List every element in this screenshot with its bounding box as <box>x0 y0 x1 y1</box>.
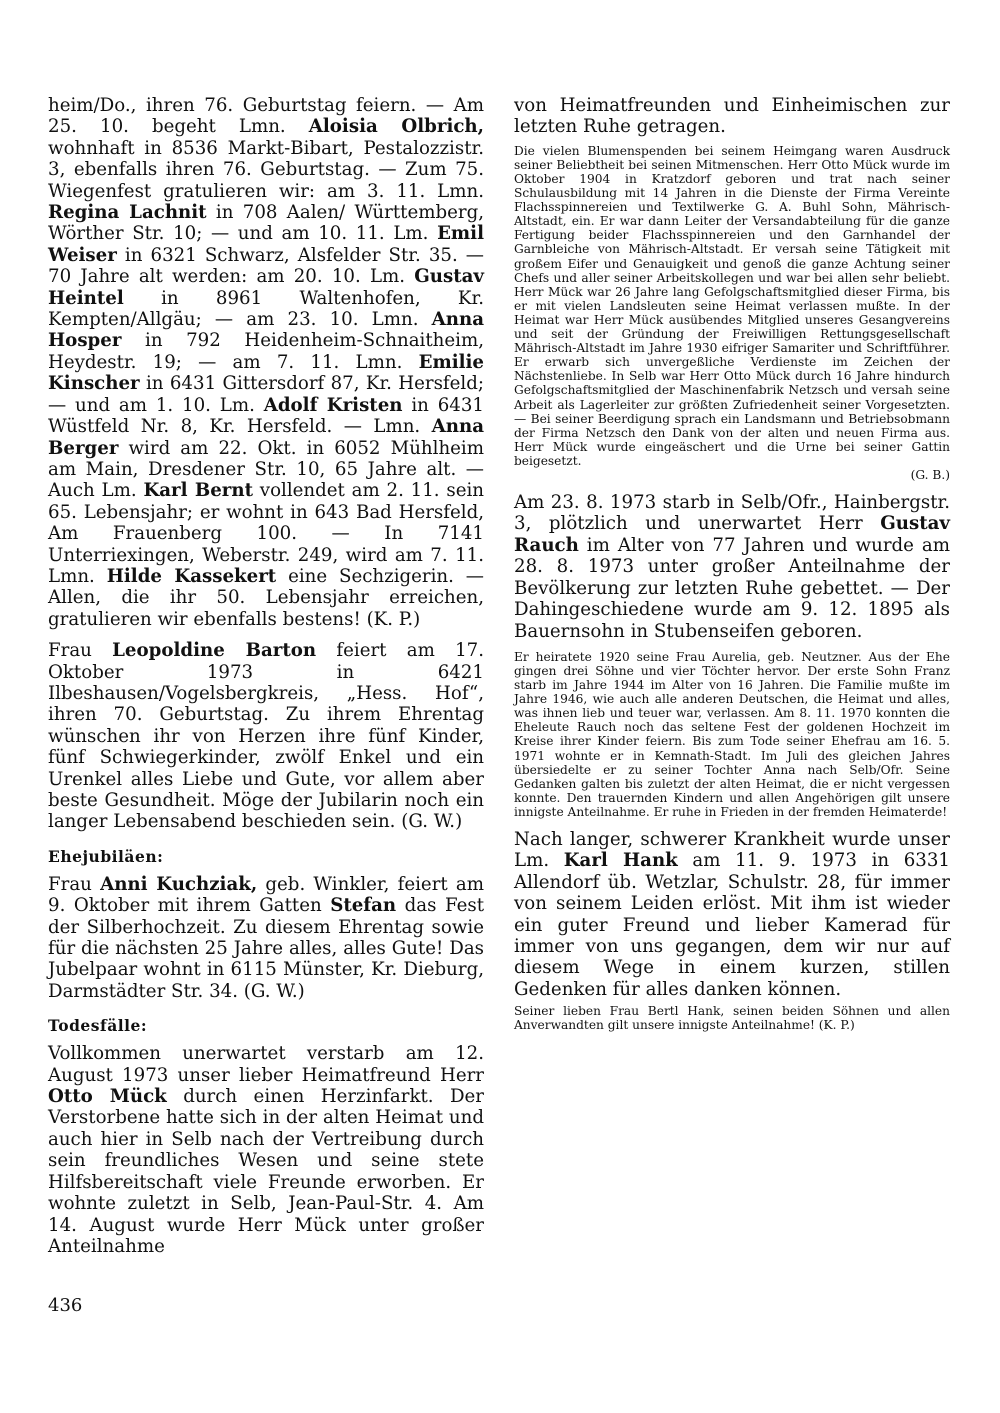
page-number: 436 <box>48 1295 83 1316</box>
text-run: Er heiratete 1920 seine Frau Aurelia, geb. Neutzner. Aus der Ehe gingen drei Söhne und vier Töchter hervor. Der erste Sohn Franz starb im Jahre 1944 im Alter von 16 Jahren. Die Familie mußte im Jahre 1946, wie auch alle anderen Deutschen, die Heimat und alles, was ihnen lieb und teuer war, verlassen. Am 8. 11. 1970 konnten die Eheleute Rauch noch das seltene Fest der goldenen Hochzeit im Kreise ihrer Kinder feiern. Bis zum Tode seiner Ehefrau am 16. 5. 1971 wohnte er in Kemnath-Stadt. Im Juli des gleichen Jahres übersiedelte er zu seiner Tochter Anna nach Selb/Ofr. Seine Gedanken galten bis zuletzt der alten Heimat, die er nicht vergessen konnte. Den trauernden Kindern und allen Angehörigen gilt unsere innigste Anteilnahme. Er ruhe in Frieden in der fremden Heimaterde! <box>514 649 950 819</box>
text-run: wird am 22. Okt. in 6052 Mühlheim am Main, Dresdener Str. 10, 65 Jahre alt. — Auch Lm. <box>48 437 484 502</box>
name-highlight: Anni Kuchziak, <box>100 873 258 895</box>
name-highlight: Karl Bernt <box>143 480 254 502</box>
text-run: am 11. 9. 1973 in 6331 Allendorf üb. Wetzlar, Schulstr. 28, für immer von seinem Leiden erlöst. Mit ihm ist wieder ein guter Freund und lieber Kamerad für immer von uns gegangen, dem wir nur auf diesem Wege in einem kurzen, stillen Gedenken für alles danken können. <box>514 850 951 1000</box>
text-run: Vollkommen unerwartet verstarb am 12. August 1973 unser lieber Heimatfreund Herr <box>48 1043 484 1086</box>
hank-obituary-details <box>514 1004 950 1032</box>
text-run: Nach langer, schwerer Krankheit wurde unser Lm. <box>514 829 950 872</box>
text-run: durch einen Herzinfarkt. Der Verstorbene hatte sich in der alten Heimat und auch hier in Selb nach der Vertreibung durch sein freundliches Wesen und seine stete Hilfsbereitschaft viele Freunde erworben. Er wohnte zuletzt in Selb, Jean-Paul-Str. 4. Am 14. August wurde Herr Mück unter großer Anteilnahme <box>48 1086 485 1257</box>
name-highlight: Adolf Kristen <box>263 394 403 416</box>
text-run: wohnhaft in 8536 Markt-Bibart, Pestalozzistr. 3, ebenfalls ihren 76. Geburtstag. — Zum 75. Wiegenfest gratulieren wir: am 3. 11. Lmn. <box>48 137 484 202</box>
barton-birthday-paragraph <box>48 640 484 833</box>
todesfaelle-heading: Todesfälle: <box>48 1016 148 1036</box>
left-column <box>48 95 484 1257</box>
text-run: in 6321 Schwarz, Alsfelder Str. 35. — 70 Jahre alt werden: am 20. 10. Lm. <box>48 244 484 288</box>
text-run: in 8961 Waltenhofen, Kr. Kempten/Allgäu; — am 23. 10. Lmn. <box>48 287 484 331</box>
text-run: Frau <box>48 873 101 895</box>
hank-obituary-paragraph <box>514 829 950 1000</box>
kuchziak-anniversary-paragraph <box>48 874 484 1002</box>
text-run: von Heimatfreunden und Einheimischen zur letzten Ruhe getragen. <box>514 95 950 138</box>
text-run: vollendet am 2. 11. sein 65. Lebensjahr; er wohnt in 643 Bad Hersfeld, Am Frauenberg 100. — In 7141 Unterriexingen, Weberstr. 249, wird am 7. 11. Lmn. <box>48 480 484 587</box>
name-highlight: Hilde Kassekert <box>106 565 277 587</box>
name-highlight: Aloisia Olbrich, <box>308 116 484 138</box>
name-highlight: Stefan <box>330 895 397 917</box>
text-run: geb. Winkler, feiert am 9. Oktober mit ihrem Gatten <box>48 873 484 917</box>
rauch-obituary-paragraph <box>514 492 950 642</box>
name-highlight: Emilie Kinscher <box>48 351 484 395</box>
mueck-obituary-continued <box>514 95 950 138</box>
name-highlight: Leopoldine Barton <box>112 640 317 662</box>
text-run: heim/Do., ihren 76. Geburtstag feiern. — Am 25. 10. begeht Lmn. <box>48 95 484 138</box>
text-run: in 792 Heidenheim-Schnaitheim, Heydestr. 19; — am 7. 11. Lmn. <box>48 330 484 373</box>
text-run: im Alter von 77 Jahren und wurde am 28. 8. 1973 unter großer Anteilnahme der Bevölkerung zur letzten Ruhe gebettet. — Der Dahingeschiedene wurde am 9. 12. 1895 als Bauernsohn in Stubenseifen geboren. <box>514 534 950 642</box>
name-highlight: Emil Weiser <box>48 223 484 266</box>
text-run: in 6431 Wüstfeld Nr. 8, Kr. Hersfeld. — Lmn. <box>48 394 484 438</box>
name-highlight: Gustav Heintel <box>48 266 484 309</box>
text-run: Seiner lieben Frau Bertl Hank, seinen beiden Söhnen und allen Anverwandten gilt unsere innigste Anteilnahme! (K. P.) <box>514 1004 950 1033</box>
name-highlight: Anna Berger <box>48 416 484 459</box>
name-highlight: Anna Hosper <box>48 309 484 352</box>
text-run: Die vielen Blumenspenden bei seinem Heimgang waren Ausdruck seiner Beliebtheit bei seinen Mitmenschen. Herr Otto Mück wurde im Oktober 1904 in Kratzdorf geboren und trat nach seiner Schulausbildung mit 14 Jahren in die Dienste der Firma Vereinte Flachsspinnereien und Textilwerke G. A. Buhl Sohn, Mährisch-Altstadt, ein. Er war dann Leiter der Versandabteilung für die ganze Fertigung beider Flachsspinnereien und den Garnhandel der Garnbleiche von Mährisch-Altstadt. Er versah seine Tätigkeit mit großem Eifer und Genauigkeit und genoß die ganze Achtung seiner Chefs und aller seiner Arbeitskollegen und war bei allen sehr beliebt. Herr Mück war 26 Jahre lang Gefolgschaftsmitglied dieser Firma, bis er mit vielen Landsleuten seine Heimat verlassen mußte. In der Heimat war Herr Mück ausübendes Mitglied unseres Gesangvereins und seit der Gründung der Freiwilligen Rettungsgesellschaft Mährisch-Altstadt im Jahre 1930 eifriger Samariter und Schriftführer. Er erwarb sich unvergeßliche Verdienste im Zeichen der Nächstenliebe. In Selb war Herr Otto Mück durch 16 Jahre hindurch Gefolgschaftsmitglied der Maschinenfabrik Netzsch und versah seine Arbeit als Lagerleiter zur größten Zufriedenheit seiner Vorgesetzten. — Bei seiner Beerdigung sprach ein Landsmann und Betriebsobmann der Firma Netzsch den Dank von der alten und neuen Firma aus. Herr Mück wurde eingeäschert und die Urne bei seiner Gattin beigesetzt. <box>514 143 950 468</box>
text-run: in 708 Aalen/ Württemberg, Wörther Str. 10; — und am 10. 11. Lm. <box>48 202 484 245</box>
rauch-obituary-details <box>514 650 950 819</box>
right-column <box>514 95 950 1032</box>
name-highlight: Karl Hank <box>563 850 678 872</box>
mueck-obituary-paragraph <box>48 1043 484 1257</box>
name-highlight: Gustav Rauch <box>514 513 950 556</box>
name-highlight: Regina Lachnit <box>48 202 207 224</box>
name-highlight: Otto Mück <box>48 1086 167 1108</box>
birthdays-paragraph <box>48 95 484 630</box>
text-run: in 6431 Gittersdorf 87, Kr. Hersfeld; — und am 1. 10. Lm. <box>48 373 484 416</box>
text-run: das Fest der Silberhochzeit. Zu diesem Ehrentag sowie für die nächsten 25 Jahre alles, alles Gute! Das Jubelpaar wohnt in 6115 Münster, Kr. Dieburg, Darmstädter Str. 34. (G. W.) <box>48 895 484 1002</box>
text-run: Frau <box>48 640 113 662</box>
mueck-obituary-details <box>514 144 950 468</box>
text-run: Am 23. 8. 1973 starb in Selb/Ofr., Hainbergstr. 3, plötzlich und unerwartet Herr <box>514 492 950 535</box>
mueck-signature: (G. B.) <box>910 467 950 482</box>
text-run: feiert am 17. Oktober 1973 in 6421 Ilbeshausen/Vogelsbergkreis, „Hess. Hof“, ihren 70. Geburtstag. Zu ihrem Ehrentag wünschen ihr von Herzen ihre fünf Kinder, fünf Schwiegerkinder, zwölf Enkel und ein Urenkel alles Liebe und Gute, vor allem aber beste Gesundheit. Möge der Jubilarin noch ein langer Lebensabend beschieden sein. (G. W.) <box>48 640 485 833</box>
ehejubilaeen-heading: Ehejubiläen: <box>48 846 164 866</box>
text-run: eine Sechzigerin. — Allen, die ihr 50. Lebensjahr erreichen, gratulieren wir ebenfalls bestens! (K. P.) <box>48 565 484 630</box>
